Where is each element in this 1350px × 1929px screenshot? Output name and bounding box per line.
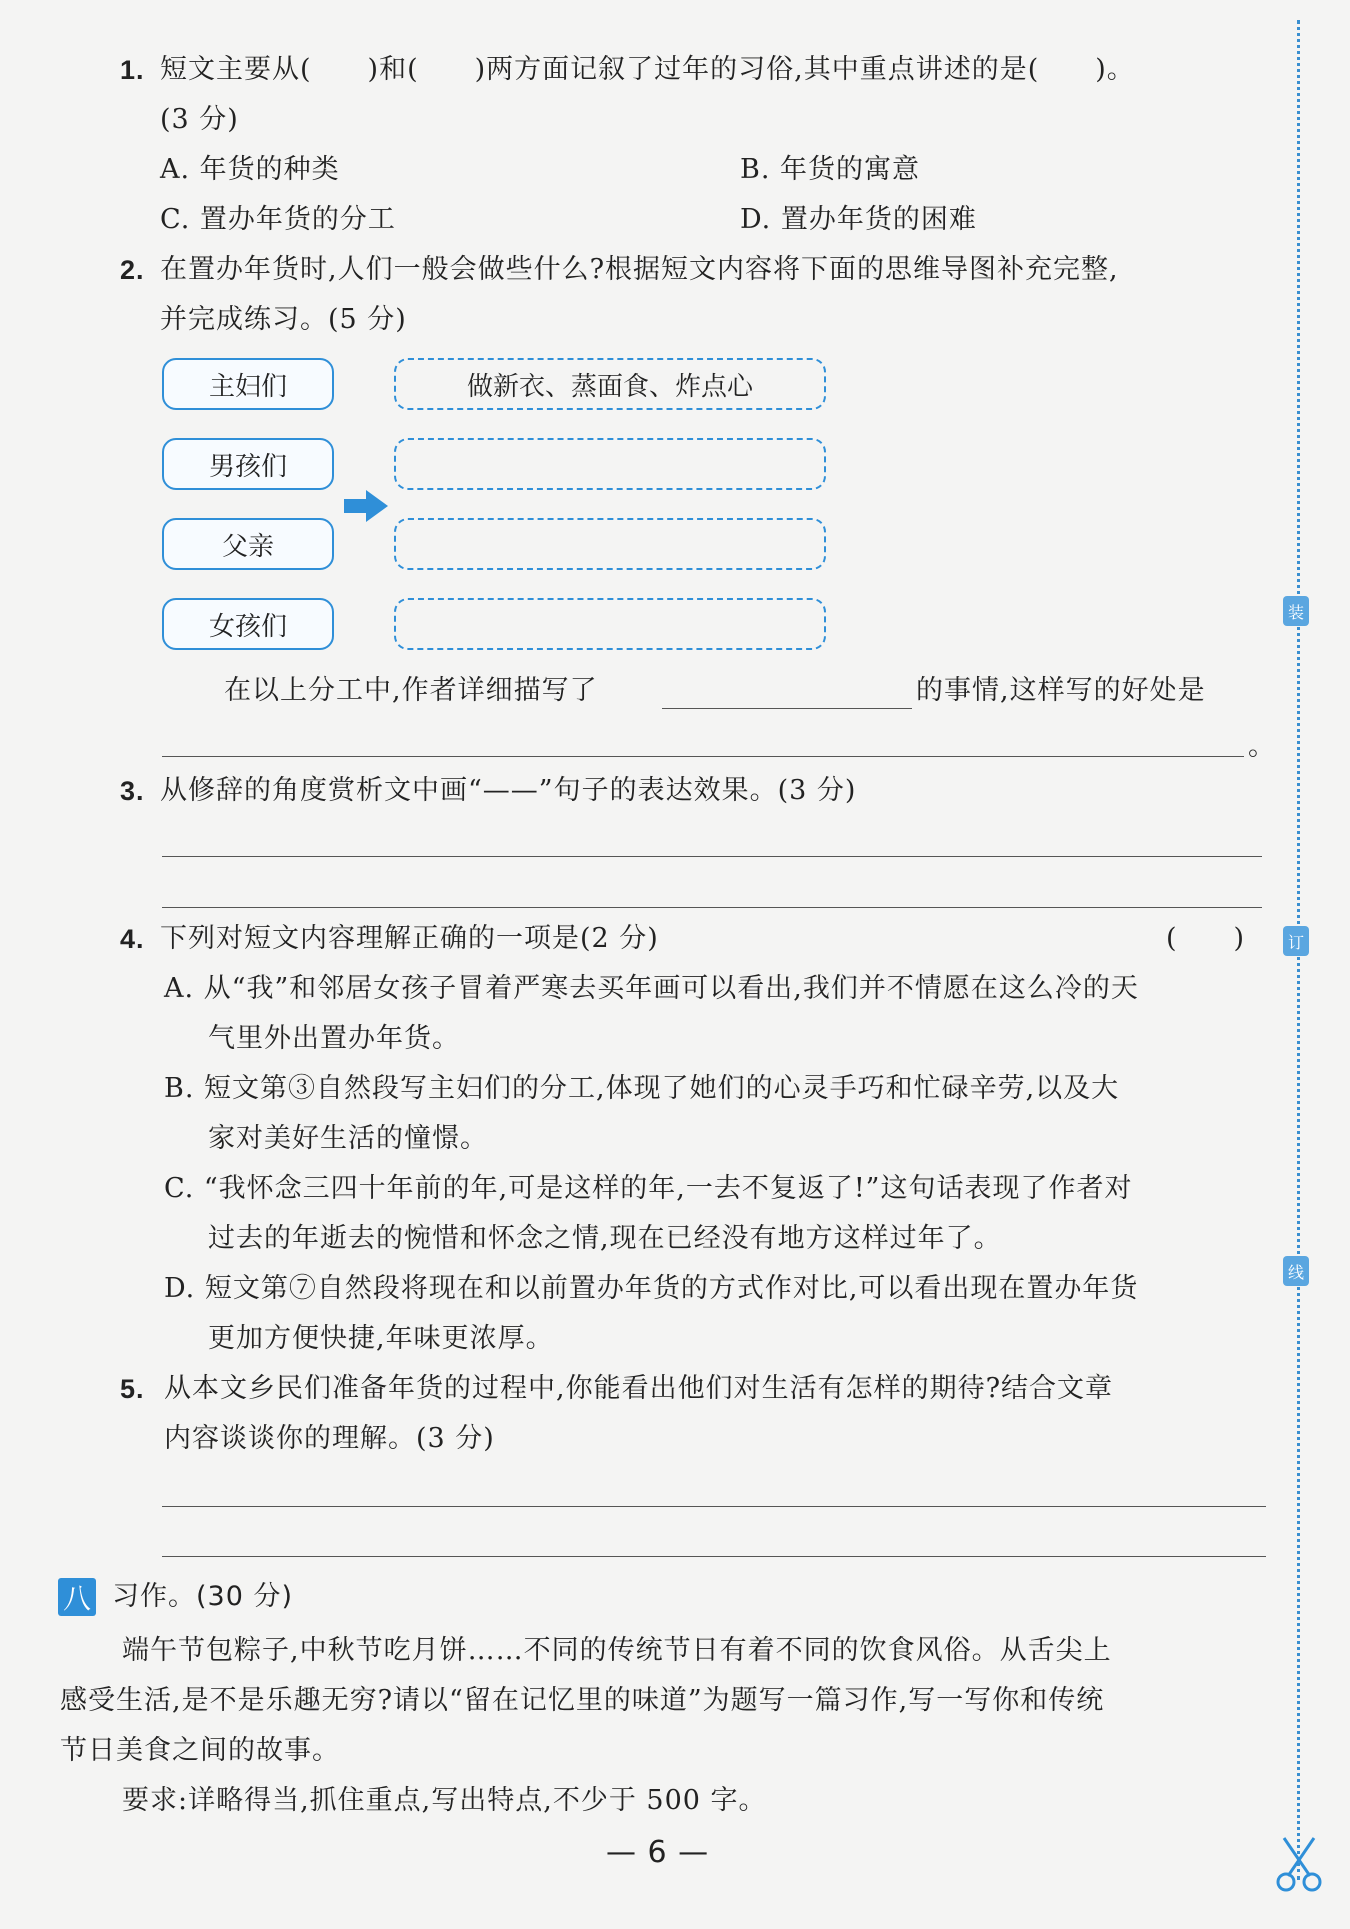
mindmap-answer-2[interactable]: [394, 438, 826, 490]
scissors-icon: [1276, 1836, 1322, 1894]
q5-text-cont: 内容谈谈你的理解。(3 分): [164, 1423, 495, 1454]
composition-prompt-line3: 节日美食之间的故事。: [60, 1735, 340, 1766]
q4-option-d-line1: D. 短文第⑦自然段将现在和以前置办年货的方式作对比,可以看出现在置办年货: [164, 1273, 1139, 1304]
binding-tab-3: 线: [1283, 1256, 1309, 1286]
binding-tab-1: 装: [1283, 596, 1309, 626]
q5-number: 5.: [120, 1374, 145, 1404]
q5-answer-line-1[interactable]: [162, 1506, 1266, 1507]
q4-option-c-line1: C. “我怀念三四十年前的年,可是这样的年,一去不复返了!”这句话表现了作者对: [164, 1173, 1133, 1204]
q1-option-b: B. 年货的寓意: [740, 154, 921, 185]
composition-prompt-line1: 端午节包粽子,中秋节吃月饼……不同的传统节日有着不同的饮食风俗。从舌尖上: [122, 1635, 1112, 1666]
q2-text-cont: 并完成练习。(5 分): [160, 304, 407, 335]
q1-number: 1.: [120, 55, 145, 85]
q3-text: 从修辞的角度赏析文中画“——”句子的表达效果。(3 分): [160, 775, 857, 806]
mindmap-role-housewives: 主妇们: [162, 358, 334, 410]
binding-tab-2: 订: [1283, 926, 1309, 956]
q2-fill-blank[interactable]: [662, 708, 912, 709]
mindmap-answer-3[interactable]: [394, 518, 826, 570]
q4-number: 4.: [120, 924, 145, 954]
composition-requirement: 要求:详略得当,抓住重点,写出特点,不少于 500 字。: [122, 1785, 767, 1816]
mindmap-answer-1: 做新衣、蒸面食、炸点心: [394, 358, 826, 410]
q2-fill-text-left: 在以上分工中,作者详细描写了: [224, 675, 598, 706]
q4-option-b-line2: 家对美好生活的憧憬。: [208, 1123, 488, 1154]
q1-option-d: D. 置办年货的困难: [740, 204, 977, 235]
q5-answer-line-2[interactable]: [162, 1556, 1266, 1557]
composition-prompt-line2: 感受生活,是不是乐趣无穷?请以“留在记忆里的味道”为题写一篇习作,写一写你和传统: [60, 1685, 1105, 1716]
q4-option-c-line2: 过去的年逝去的惋惜和怀念之情,现在已经没有地方这样过年了。: [208, 1223, 1002, 1254]
arrow-right-icon: [344, 490, 390, 522]
q1-text: 短文主要从( )和( )两方面记叙了过年的习俗,其中重点讲述的是( )。: [160, 54, 1135, 85]
q4-answer-bracket[interactable]: ( ): [1166, 923, 1246, 954]
q1-option-c: C. 置办年货的分工: [160, 204, 396, 235]
q4-option-b-line1: B. 短文第③自然段写主妇们的分工,体现了她们的心灵手巧和忙碌辛劳,以及大: [164, 1073, 1120, 1104]
mindmap-role-girls: 女孩们: [162, 598, 334, 650]
q4-option-a-line1: A. 从“我”和邻居女孩子冒着严寒去买年画可以看出,我们并不情愿在这么冷的天: [164, 973, 1139, 1004]
q2-end-mark: 。: [1248, 731, 1276, 762]
page-number: — 6 —: [606, 1835, 710, 1870]
q3-number: 3.: [120, 776, 145, 806]
q1-option-a: A. 年货的种类: [160, 154, 340, 185]
q2-answer-line[interactable]: [162, 756, 1244, 757]
q3-answer-line-1[interactable]: [162, 856, 1262, 857]
q4-option-d-line2: 更加方便快捷,年味更浓厚。: [208, 1323, 554, 1354]
q5-text: 从本文乡民们准备年货的过程中,你能看出他们对生活有怎样的期待?结合文章: [164, 1373, 1114, 1404]
q2-text: 在置办年货时,人们一般会做些什么?根据短文内容将下面的思维导图补充完整,: [160, 254, 1119, 285]
section-badge: 八: [58, 1578, 96, 1616]
q4-option-a-line2: 气里外出置办年货。: [208, 1023, 460, 1054]
q3-answer-line-2[interactable]: [162, 907, 1262, 908]
q4-text: 下列对短文内容理解正确的一项是(2 分): [160, 923, 659, 954]
mindmap-answer-4[interactable]: [394, 598, 826, 650]
q2-number: 2.: [120, 255, 145, 285]
mindmap-role-boys: 男孩们: [162, 438, 334, 490]
section-title: 习作。(30 分): [112, 1581, 294, 1612]
q1-score: (3 分): [160, 104, 239, 135]
q2-fill-text-right: 的事情,这样写的好处是: [916, 675, 1206, 706]
mindmap-role-father: 父亲: [162, 518, 334, 570]
